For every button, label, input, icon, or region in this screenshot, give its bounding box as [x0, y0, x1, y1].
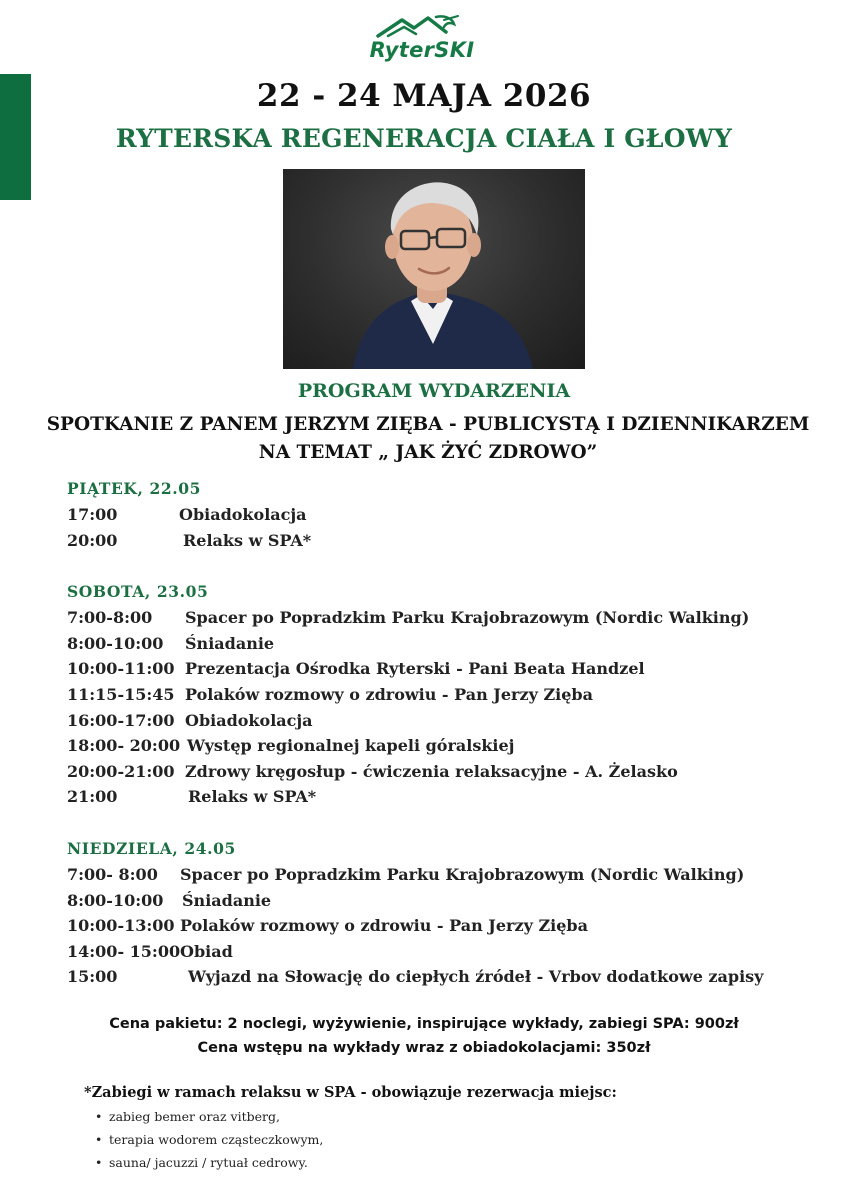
- schedule-row: [67, 733, 827, 759]
- list-item: • terapia wodorem cząsteczkowym,: [95, 1128, 323, 1151]
- program-title: PROGRAM WYDARZENIA: [297, 380, 571, 402]
- schedule-time: 18:00- 20:00: [67, 736, 181, 756]
- schedule-row: [67, 656, 827, 682]
- day-title-sunday: NIEDZIELA, 24.05: [67, 838, 236, 858]
- schedule-activity: Spacer po Popradzkim Parku Krajobrazowym (Nordic Walking): [180, 864, 745, 884]
- schedule-row: [67, 784, 827, 810]
- ryterski-logo: [360, 14, 490, 62]
- day-title-saturday: SOBOTA, 23.05: [67, 582, 209, 602]
- schedule-activity: Obiad: [180, 941, 233, 961]
- price-package: Cena pakietu: 2 noclegi, wyżywienie, inspirujące wykłady, zabiegi SPA: 900zł: [109, 1016, 739, 1032]
- schedule-row: [67, 528, 827, 554]
- schedule-row: [67, 502, 827, 528]
- event-subtitle: RYTERSKA REGENERACJA CIAŁA I GŁOWY: [115, 124, 733, 153]
- schedule-row: [67, 939, 827, 965]
- schedule-time: 15:00: [67, 967, 118, 987]
- day-title-friday: PIĄTEK, 22.05: [67, 479, 202, 498]
- schedule-time: 10:00-13:00: [67, 916, 175, 936]
- schedule-time: 14:00- 15:00: [67, 941, 181, 961]
- spa-treatments-list: [95, 1105, 323, 1174]
- schedule-activity: Obiadokolacja: [179, 505, 307, 524]
- speaker-photo: [283, 169, 585, 369]
- schedule-activity: Występ regionalnej kapeli góralskiej: [187, 736, 515, 756]
- schedule-time: 16:00-17:00: [67, 710, 175, 730]
- schedule-activity: Śniadanie: [182, 890, 272, 910]
- schedule-time: 7:00-8:00: [67, 608, 153, 628]
- schedule-time: 20:00-21:00: [67, 761, 175, 781]
- schedule-row: [67, 759, 827, 785]
- schedule-row: [67, 605, 827, 631]
- schedule-row: [67, 964, 827, 990]
- portrait-illustration: [283, 169, 585, 369]
- schedule-activity: Relaks w SPA*: [183, 530, 312, 550]
- schedule-time: 8:00-10:00: [67, 633, 164, 653]
- schedule-time: 11:15-15:45: [67, 684, 175, 704]
- schedule-time: 17:00: [67, 505, 118, 524]
- schedule-activity: Spacer po Popradzkim Parku Krajobrazowym (Nordic Walking): [185, 608, 750, 628]
- schedule: [67, 476, 827, 990]
- schedule-row: [67, 862, 827, 888]
- schedule-activity: Zdrowy kręgosłup - ćwiczenia relaksacyjne - A. Żelasko: [185, 761, 678, 781]
- schedule-activity: Śniadanie: [185, 633, 275, 653]
- price-lectures: Cena wstępu na wykłady wraz z obiadokolacjami: 350zł: [197, 1040, 651, 1056]
- schedule-time: 20:00: [67, 530, 118, 550]
- schedule-activity: Polaków rozmowy o zdrowiu - Pan Jerzy Zięba: [180, 916, 588, 936]
- schedule-time: 21:00: [67, 787, 118, 807]
- schedule-time: 10:00-11:00: [67, 659, 175, 679]
- schedule-time: 8:00-10:00: [67, 890, 164, 910]
- schedule-row: [67, 708, 827, 734]
- schedule-row: [67, 888, 827, 914]
- schedule-activity: Prezentacja Ośrodka Ryterski - Pani Beata Handzel: [185, 659, 645, 679]
- schedule-row: [67, 913, 827, 939]
- meeting-line-2: NA TEMAT „ JAK ŻYĆ ZDROWO”: [258, 442, 598, 463]
- schedule-activity: Wyjazd na Słowację do ciepłych źródeł - Vrbov dodatkowe zapisy: [188, 967, 764, 987]
- schedule-activity: Obiadokolacja: [185, 710, 313, 730]
- list-item: • sauna/ jacuzzi / rytuał cedrowy.: [95, 1151, 323, 1174]
- schedule-row: [67, 682, 827, 708]
- event-date: 22 - 24 MAJA 2026: [256, 78, 592, 114]
- mountain-logo-icon: [374, 14, 470, 40]
- spa-note-title: *Zabiegi w ramach relaksu w SPA - obowiązuje rezerwacja miejsc:: [84, 1084, 617, 1101]
- meeting-line-1: SPOTKANIE Z PANEM JERZYM ZIĘBA - PUBLICYSTĄ I DZIENNIKARZEM: [46, 414, 810, 435]
- schedule-time: 7:00- 8:00: [67, 864, 158, 884]
- list-item: • zabieg bemer oraz vitberg,: [95, 1105, 323, 1128]
- pricing: [0, 1012, 848, 1060]
- schedule-row: [67, 631, 827, 657]
- schedule-activity: Relaks w SPA*: [188, 787, 317, 807]
- schedule-activity: Polaków rozmowy o zdrowiu - Pan Jerzy Zięba: [185, 684, 593, 704]
- logo-text: RyterSKI: [369, 38, 475, 62]
- meeting-description: [0, 411, 848, 467]
